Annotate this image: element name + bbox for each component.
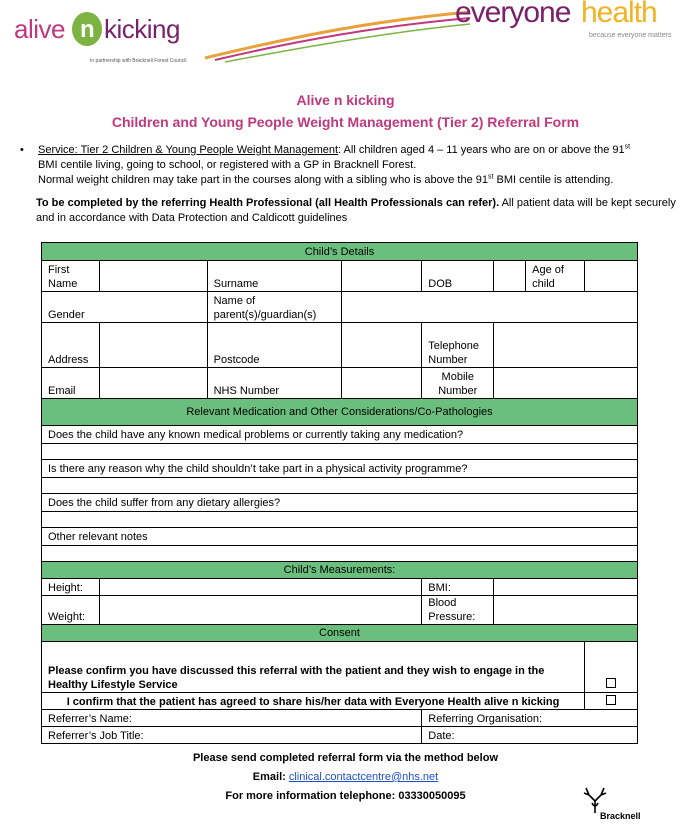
consent-share-text bbox=[42, 693, 585, 710]
instruction-text bbox=[36, 196, 676, 226]
form-title: Alive n kicking bbox=[296, 92, 395, 108]
consent-discussed-cell bbox=[585, 642, 638, 693]
mobile-field[interactable] bbox=[494, 368, 638, 399]
gender-label: Gender bbox=[42, 292, 208, 323]
consent-discussed-label: Please confirm you have discussed this referral with the patient and they wish to engage in the Healthy Lifestyle Service bbox=[48, 665, 545, 691]
postcode-label: Postcode bbox=[207, 323, 341, 368]
address-label: Address bbox=[42, 323, 100, 368]
medication-header: Relevant Medication and Other Considerations/Co-Pathologies bbox=[42, 399, 638, 426]
weight-field[interactable] bbox=[99, 596, 421, 625]
instruction-bold: To be completed by the referring Health Professional (all Health Professionals can refer). bbox=[36, 197, 500, 209]
logo-n-text: n bbox=[80, 16, 95, 43]
telephone-field[interactable] bbox=[494, 323, 638, 368]
question-other-notes: Other relevant notes bbox=[42, 528, 638, 546]
dob-label: DOB bbox=[422, 261, 494, 292]
address-field[interactable] bbox=[99, 323, 207, 368]
question-medical-problems: Does the child have any known medical problems or currently taking any medication? bbox=[42, 426, 638, 444]
bmi-label: BMI: bbox=[422, 579, 494, 596]
email-label: Email: bbox=[252, 771, 289, 783]
consent-discussed-checkbox[interactable] bbox=[606, 678, 616, 688]
email-label: Email bbox=[42, 368, 100, 399]
first-name-label: First Name bbox=[42, 261, 100, 292]
mobile-label: Mobile Number bbox=[422, 368, 494, 399]
answer-physical-activity[interactable] bbox=[42, 478, 638, 494]
bracknell-council-logo bbox=[578, 783, 641, 827]
weight-label: Weight: bbox=[42, 596, 100, 625]
email-link[interactable]: clinical.contactcentre@nhs.net bbox=[288, 771, 439, 783]
service-text-2: BMI centile living, going to school, or registered with a GP in Bracknell Forest. bbox=[38, 159, 417, 171]
question-dietary-allergies: Does the child suffer from any dietary allergies? bbox=[42, 494, 638, 512]
answer-dietary-allergies[interactable] bbox=[42, 512, 638, 528]
bullet-icon: • bbox=[20, 144, 24, 156]
height-label: Height: bbox=[42, 579, 100, 596]
date-label: Date: bbox=[428, 730, 455, 742]
bp-field[interactable] bbox=[494, 596, 638, 625]
referrer-job-label: Referrer’s Job Title: bbox=[48, 730, 144, 742]
age-label: Age of child bbox=[526, 261, 585, 292]
logo-kicking-text: kicking bbox=[104, 14, 180, 44]
referring-org-label: Referring Organisation: bbox=[428, 713, 542, 725]
send-instructions: Please send completed referral form via the method below bbox=[192, 752, 499, 764]
consent-share-checkbox[interactable] bbox=[606, 695, 616, 705]
referring-org-cell[interactable] bbox=[422, 710, 638, 727]
referral-form-table bbox=[41, 242, 638, 744]
referrer-job-cell[interactable] bbox=[42, 727, 422, 744]
phone-line: For more information telephone: 03330050095 bbox=[225, 790, 466, 802]
answer-medical-problems[interactable] bbox=[42, 444, 638, 460]
bp-label: Blood Pressure: bbox=[422, 596, 494, 625]
consent-header: Consent bbox=[42, 625, 638, 642]
email-field[interactable] bbox=[99, 368, 207, 399]
surname-field[interactable] bbox=[341, 261, 422, 292]
age-field[interactable] bbox=[585, 261, 638, 292]
logo-partnership-text: In partnership with Bracknell Forest Council bbox=[90, 58, 187, 64]
everyone-health-logo bbox=[455, 0, 683, 48]
consent-discussed-text bbox=[42, 642, 585, 693]
measurements-header: Child’s Measurements: bbox=[42, 562, 638, 579]
question-physical-activity: Is there any reason why the child shouldn’t take part in a physical activity programme? bbox=[42, 460, 638, 478]
form-subtitle: Children and Young People Weight Management (Tier 2) Referral Form bbox=[111, 114, 580, 130]
service-sup-2: st bbox=[488, 173, 494, 181]
logo-health-text: health bbox=[581, 0, 657, 29]
parent-name-label: Name of parent(s)/guardian(s) bbox=[207, 292, 341, 323]
dob-field[interactable] bbox=[494, 261, 526, 292]
service-label: Service: Tier 2 Children & Young People Weight Management bbox=[38, 144, 339, 156]
service-text-3: Normal weight children may take part in the courses along with a sibling who is above the 91 bbox=[38, 174, 489, 186]
bracknell-text: Bracknell bbox=[600, 811, 641, 821]
consent-share-label: I confirm that the patient has agreed to share his/her data with Everyone Health alive n kicking bbox=[66, 696, 560, 708]
surname-label: Surname bbox=[207, 261, 341, 292]
instruction-rest: All patient data will be kept securely and in accordance with Data Protection and Caldicott guidelines bbox=[36, 197, 676, 224]
logo-everyone-text: everyone bbox=[455, 0, 571, 29]
parent-name-field[interactable] bbox=[341, 292, 637, 323]
service-text-1: : All children aged 4 – 11 years who are on or above the 91 bbox=[338, 144, 625, 156]
consent-share-cell bbox=[585, 693, 638, 710]
height-field[interactable] bbox=[99, 579, 421, 596]
answer-other-notes[interactable] bbox=[42, 546, 638, 562]
logo-alive-text: alive bbox=[14, 14, 65, 44]
childs-details-header: Child’s Details bbox=[42, 243, 638, 261]
referrer-name-cell[interactable] bbox=[42, 710, 422, 727]
bmi-field[interactable] bbox=[494, 579, 638, 596]
date-cell[interactable] bbox=[422, 727, 638, 744]
email-line bbox=[0, 771, 691, 783]
postcode-field[interactable] bbox=[341, 323, 422, 368]
telephone-label: Telephone Number bbox=[422, 323, 494, 368]
logo-tagline: because everyone matters bbox=[589, 32, 672, 39]
nhs-number-label: NHS Number bbox=[207, 368, 341, 399]
service-text-4: BMI centile is attending. bbox=[493, 174, 614, 186]
referrer-name-label: Referrer’s Name: bbox=[48, 713, 132, 725]
nhs-number-field[interactable] bbox=[341, 368, 422, 399]
service-sup-1: st bbox=[624, 143, 631, 151]
first-name-field[interactable] bbox=[99, 261, 207, 292]
